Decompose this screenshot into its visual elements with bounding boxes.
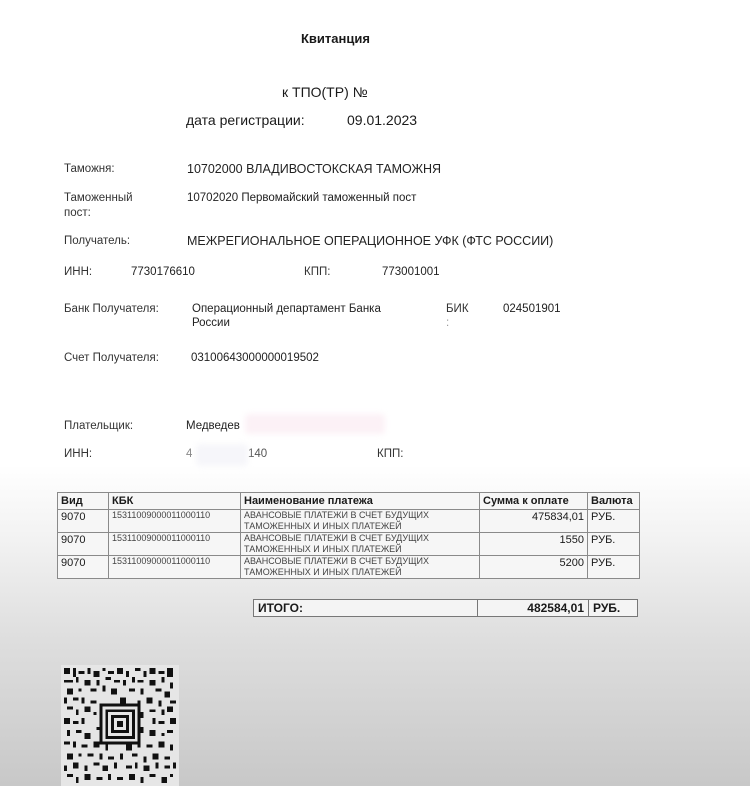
payer-inn-prefix: 4 bbox=[186, 448, 193, 460]
recipient-account-label: Счет Получателя: bbox=[64, 352, 159, 364]
table-header-row bbox=[58, 493, 640, 510]
row-kbk: 15311009000011000110 bbox=[109, 556, 241, 579]
row-name bbox=[241, 556, 480, 579]
payer-name: Медведев bbox=[186, 420, 240, 432]
table-row bbox=[58, 510, 640, 533]
total-label: ИТОГО: bbox=[254, 600, 478, 617]
column-header-name: Наименование платежа bbox=[241, 493, 480, 510]
row-amount: 5200 bbox=[480, 556, 588, 579]
row-name-line2: ТАМОЖЕННЫХ И ИНЫХ ПЛАТЕЖЕЙ bbox=[244, 567, 402, 577]
customs-post-label-line2: пост: bbox=[64, 207, 91, 219]
recipient-kpp-value: 773001001 bbox=[382, 266, 440, 278]
column-header-kbk: КБК bbox=[109, 493, 241, 510]
row-name bbox=[241, 510, 480, 533]
qr-code-icon bbox=[61, 665, 179, 786]
column-header-currency: Валюта bbox=[588, 493, 640, 510]
table-row bbox=[58, 556, 640, 579]
payments-table bbox=[57, 492, 640, 579]
payer-kpp-label: КПП: bbox=[377, 448, 404, 460]
recipient-inn-label: ИНН: bbox=[64, 266, 93, 278]
row-name bbox=[241, 533, 480, 556]
row-amount: 475834,01 bbox=[480, 510, 588, 533]
customs-post-label-line1: Таможенный bbox=[64, 192, 133, 204]
total-table bbox=[253, 599, 638, 617]
row-kbk: 15311009000011000110 bbox=[109, 510, 241, 533]
total-row bbox=[254, 600, 638, 617]
payer-name-redaction bbox=[245, 414, 385, 434]
recipient-bank-value-line1: Операционный департамент Банка bbox=[192, 303, 381, 315]
row-name-line1: АВАНСОВЫЕ ПЛАТЕЖИ В СЧЕТ БУДУЩИХ bbox=[244, 556, 429, 566]
row-currency: РУБ. bbox=[588, 510, 640, 533]
row-name-line2: ТАМОЖЕННЫХ И ИНЫХ ПЛАТЕЖЕЙ bbox=[244, 544, 402, 554]
recipient-inn-value: 7730176610 bbox=[131, 266, 195, 278]
bik-value: 024501901 bbox=[503, 303, 561, 315]
document-title: Квитанция bbox=[301, 31, 370, 46]
recipient-bank-value-line2: России bbox=[192, 317, 230, 329]
row-name-line2: ТАМОЖЕННЫХ И ИНЫХ ПЛАТЕЖЕЙ bbox=[244, 521, 402, 531]
table-row bbox=[58, 533, 640, 556]
registration-date-value: 09.01.2023 bbox=[347, 112, 418, 128]
row-name-line1: АВАНСОВЫЕ ПЛАТЕЖИ В СЧЕТ БУДУЩИХ bbox=[244, 533, 429, 543]
row-name-line1: АВАНСОВЫЕ ПЛАТЕЖИ В СЧЕТ БУДУЩИХ bbox=[244, 510, 429, 520]
column-header-amount: Сумма к оплате bbox=[480, 493, 588, 510]
row-amount: 1550 bbox=[480, 533, 588, 556]
column-header-vid: Вид bbox=[58, 493, 109, 510]
recipient-kpp-label: КПП: bbox=[304, 266, 331, 278]
registration-date-label: дата регистрации: bbox=[186, 112, 305, 128]
recipient-label: Получатель: bbox=[64, 235, 131, 247]
customs-value: 10702000 ВЛАДИВОСТОКСКАЯ ТАМОЖНЯ bbox=[187, 162, 442, 176]
row-vid: 9070 bbox=[58, 556, 109, 579]
total-currency: РУБ. bbox=[589, 600, 638, 617]
bik-colon: : bbox=[446, 317, 450, 329]
customs-post-value: 10702020 Первомайский таможенный пост bbox=[187, 192, 417, 204]
total-amount: 482584,01 bbox=[478, 600, 589, 617]
payer-inn-redaction bbox=[196, 444, 248, 466]
row-kbk: 15311009000011000110 bbox=[109, 533, 241, 556]
payer-inn-suffix: 140 bbox=[248, 448, 268, 460]
recipient-account-value: 03100643000000019502 bbox=[191, 352, 319, 364]
tpo-label: к ТПО(ТР) № bbox=[282, 84, 368, 100]
recipient-value: МЕЖРЕГИОНАЛЬНОЕ ОПЕРАЦИОННОЕ УФК (ФТС РОССИИ) bbox=[187, 234, 554, 248]
customs-label: Таможня: bbox=[64, 163, 115, 175]
bik-label: БИК bbox=[446, 303, 469, 315]
row-currency: РУБ. bbox=[588, 533, 640, 556]
payer-label: Плательщик: bbox=[64, 420, 134, 432]
row-vid: 9070 bbox=[58, 510, 109, 533]
payer-inn-label: ИНН: bbox=[64, 448, 93, 460]
row-vid: 9070 bbox=[58, 533, 109, 556]
recipient-bank-label: Банк Получателя: bbox=[64, 303, 159, 315]
row-currency: РУБ. bbox=[588, 556, 640, 579]
